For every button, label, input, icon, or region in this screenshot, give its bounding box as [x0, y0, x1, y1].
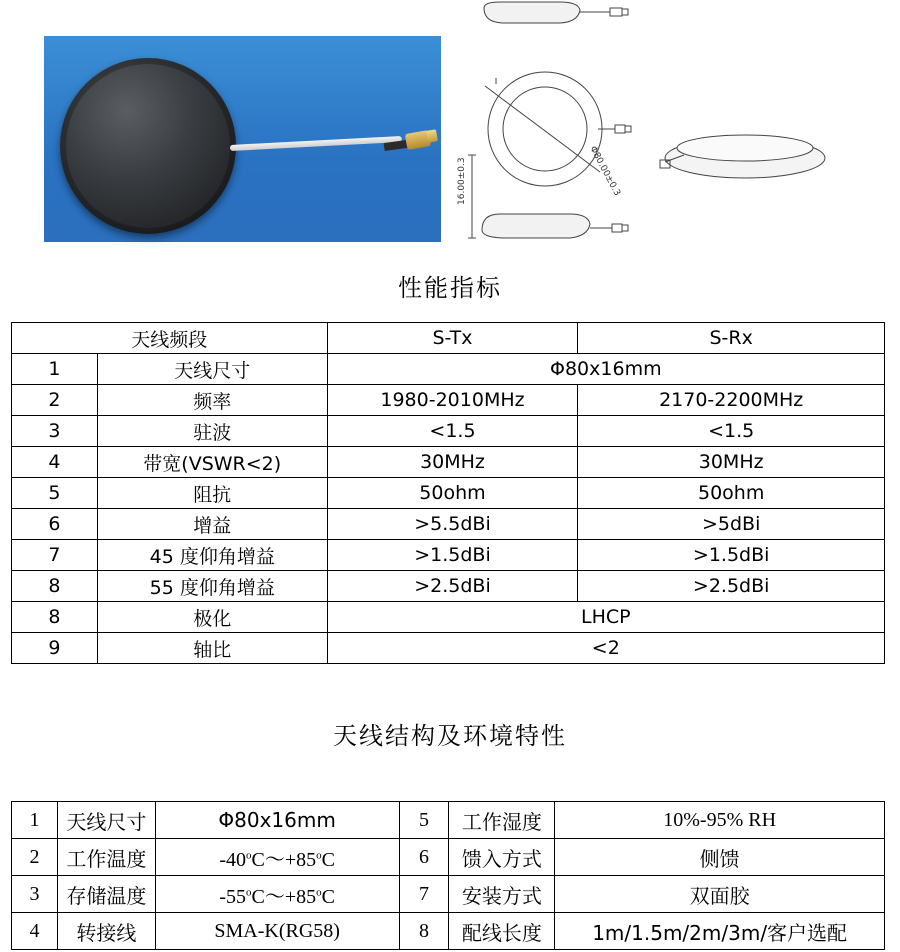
table-row	[12, 478, 885, 509]
row-number: 3	[12, 876, 58, 913]
diameter-dimension: Φ80.00±0.3	[587, 144, 622, 198]
row-number: 1	[12, 354, 98, 385]
degree-mark: o	[316, 885, 322, 898]
row-number: 1	[12, 802, 58, 839]
degree-mark: o	[245, 848, 252, 861]
table-row	[12, 602, 885, 633]
section-title-performance: 性能指标	[398, 274, 502, 302]
param-value: SMA-K(RG58)	[155, 913, 399, 950]
param-name: 极化	[97, 602, 327, 633]
param-name: 55 度仰角增益	[97, 571, 327, 602]
row-number: 7	[12, 540, 98, 571]
param-value: LHCP	[327, 602, 884, 633]
rx-value: >5dBi	[578, 509, 885, 540]
param-name: 增益	[97, 509, 327, 540]
spec-table	[11, 322, 885, 664]
param-name: 转接线	[57, 913, 155, 950]
rx-header: S-Rx	[578, 323, 885, 354]
row-number: 6	[12, 509, 98, 540]
temp-unit: C	[321, 848, 335, 871]
param-value	[155, 876, 399, 913]
table-row	[12, 385, 885, 416]
height-dimension: 16.00±0.3	[457, 157, 467, 205]
tx-header: S-Tx	[327, 323, 578, 354]
rx-value: 2170-2200MHz	[578, 385, 885, 416]
temp-unit: C	[321, 885, 335, 908]
param-name: 工作湿度	[449, 802, 555, 839]
row-number: 8	[12, 571, 98, 602]
table-row	[12, 571, 885, 602]
tx-value: >1.5dBi	[327, 540, 578, 571]
temp-range: C～+85	[251, 848, 317, 871]
tx-value: >5.5dBi	[327, 509, 578, 540]
param-name: 轴比	[97, 633, 327, 664]
param-value: Φ80x16mm	[327, 354, 884, 385]
rx-value: <1.5	[578, 416, 885, 447]
row-number: 5	[12, 478, 98, 509]
rx-value: >2.5dBi	[578, 571, 885, 602]
row-number: 5	[399, 802, 449, 839]
param-value: 10%-95% RH	[555, 802, 885, 839]
table-row	[12, 416, 885, 447]
row-number: 4	[12, 447, 98, 478]
row-number: 9	[12, 633, 98, 664]
tx-value: 30MHz	[327, 447, 578, 478]
temp-low: -40	[219, 848, 246, 871]
product-photo	[44, 36, 441, 242]
antenna-rim	[60, 58, 236, 234]
spec-header-row	[12, 323, 885, 354]
section-title-structure: 天线结构及环境特性	[333, 722, 567, 750]
row-number: 7	[399, 876, 449, 913]
temp-range: C～+85	[251, 885, 317, 908]
row-number: 8	[12, 602, 98, 633]
param-name: 馈入方式	[449, 839, 555, 876]
param-value: 1m/1.5m/2m/3m/客户选配	[555, 913, 885, 950]
table-row	[12, 540, 885, 571]
antenna-cable	[230, 136, 402, 151]
technical-drawing	[457, 0, 900, 245]
param-name: 安装方式	[449, 876, 555, 913]
table-row	[12, 509, 885, 540]
tx-value: 50ohm	[327, 478, 578, 509]
band-header: 天线频段	[12, 323, 328, 354]
param-value: 双面胶	[555, 876, 885, 913]
param-name: 配线长度	[449, 913, 555, 950]
param-name: 天线尺寸	[57, 802, 155, 839]
table-row	[12, 802, 885, 839]
param-name: 带宽(VSWR<2)	[97, 447, 327, 478]
table-row	[12, 839, 885, 876]
sma-connector-tip	[426, 129, 438, 143]
table-row	[12, 876, 885, 913]
param-value: 侧馈	[555, 839, 885, 876]
row-number: 8	[399, 913, 449, 950]
table-row	[12, 913, 885, 950]
rx-value: 30MHz	[578, 447, 885, 478]
table-row	[12, 354, 885, 385]
row-number: 6	[399, 839, 449, 876]
rx-value: 50ohm	[578, 478, 885, 509]
temp-low: -55	[219, 885, 246, 908]
param-value	[155, 839, 399, 876]
param-name: 天线尺寸	[97, 354, 327, 385]
rx-value: >1.5dBi	[578, 540, 885, 571]
param-name: 频率	[97, 385, 327, 416]
table-row	[12, 447, 885, 478]
param-name: 存储温度	[57, 876, 155, 913]
degree-mark: o	[316, 848, 322, 861]
tx-value: >2.5dBi	[327, 571, 578, 602]
env-table	[11, 801, 885, 950]
param-name: 45 度仰角增益	[97, 540, 327, 571]
tx-value: 1980-2010MHz	[327, 385, 578, 416]
degree-mark: o	[245, 885, 252, 898]
param-name: 工作温度	[57, 839, 155, 876]
row-number: 2	[12, 385, 98, 416]
param-name: 阻抗	[97, 478, 327, 509]
row-number: 4	[12, 913, 58, 950]
param-name: 驻波	[97, 416, 327, 447]
row-number: 2	[12, 839, 58, 876]
param-value: Φ80x16mm	[155, 802, 399, 839]
tx-value: <1.5	[327, 416, 578, 447]
table-row	[12, 633, 885, 664]
param-value: <2	[327, 633, 884, 664]
row-number: 3	[12, 416, 98, 447]
